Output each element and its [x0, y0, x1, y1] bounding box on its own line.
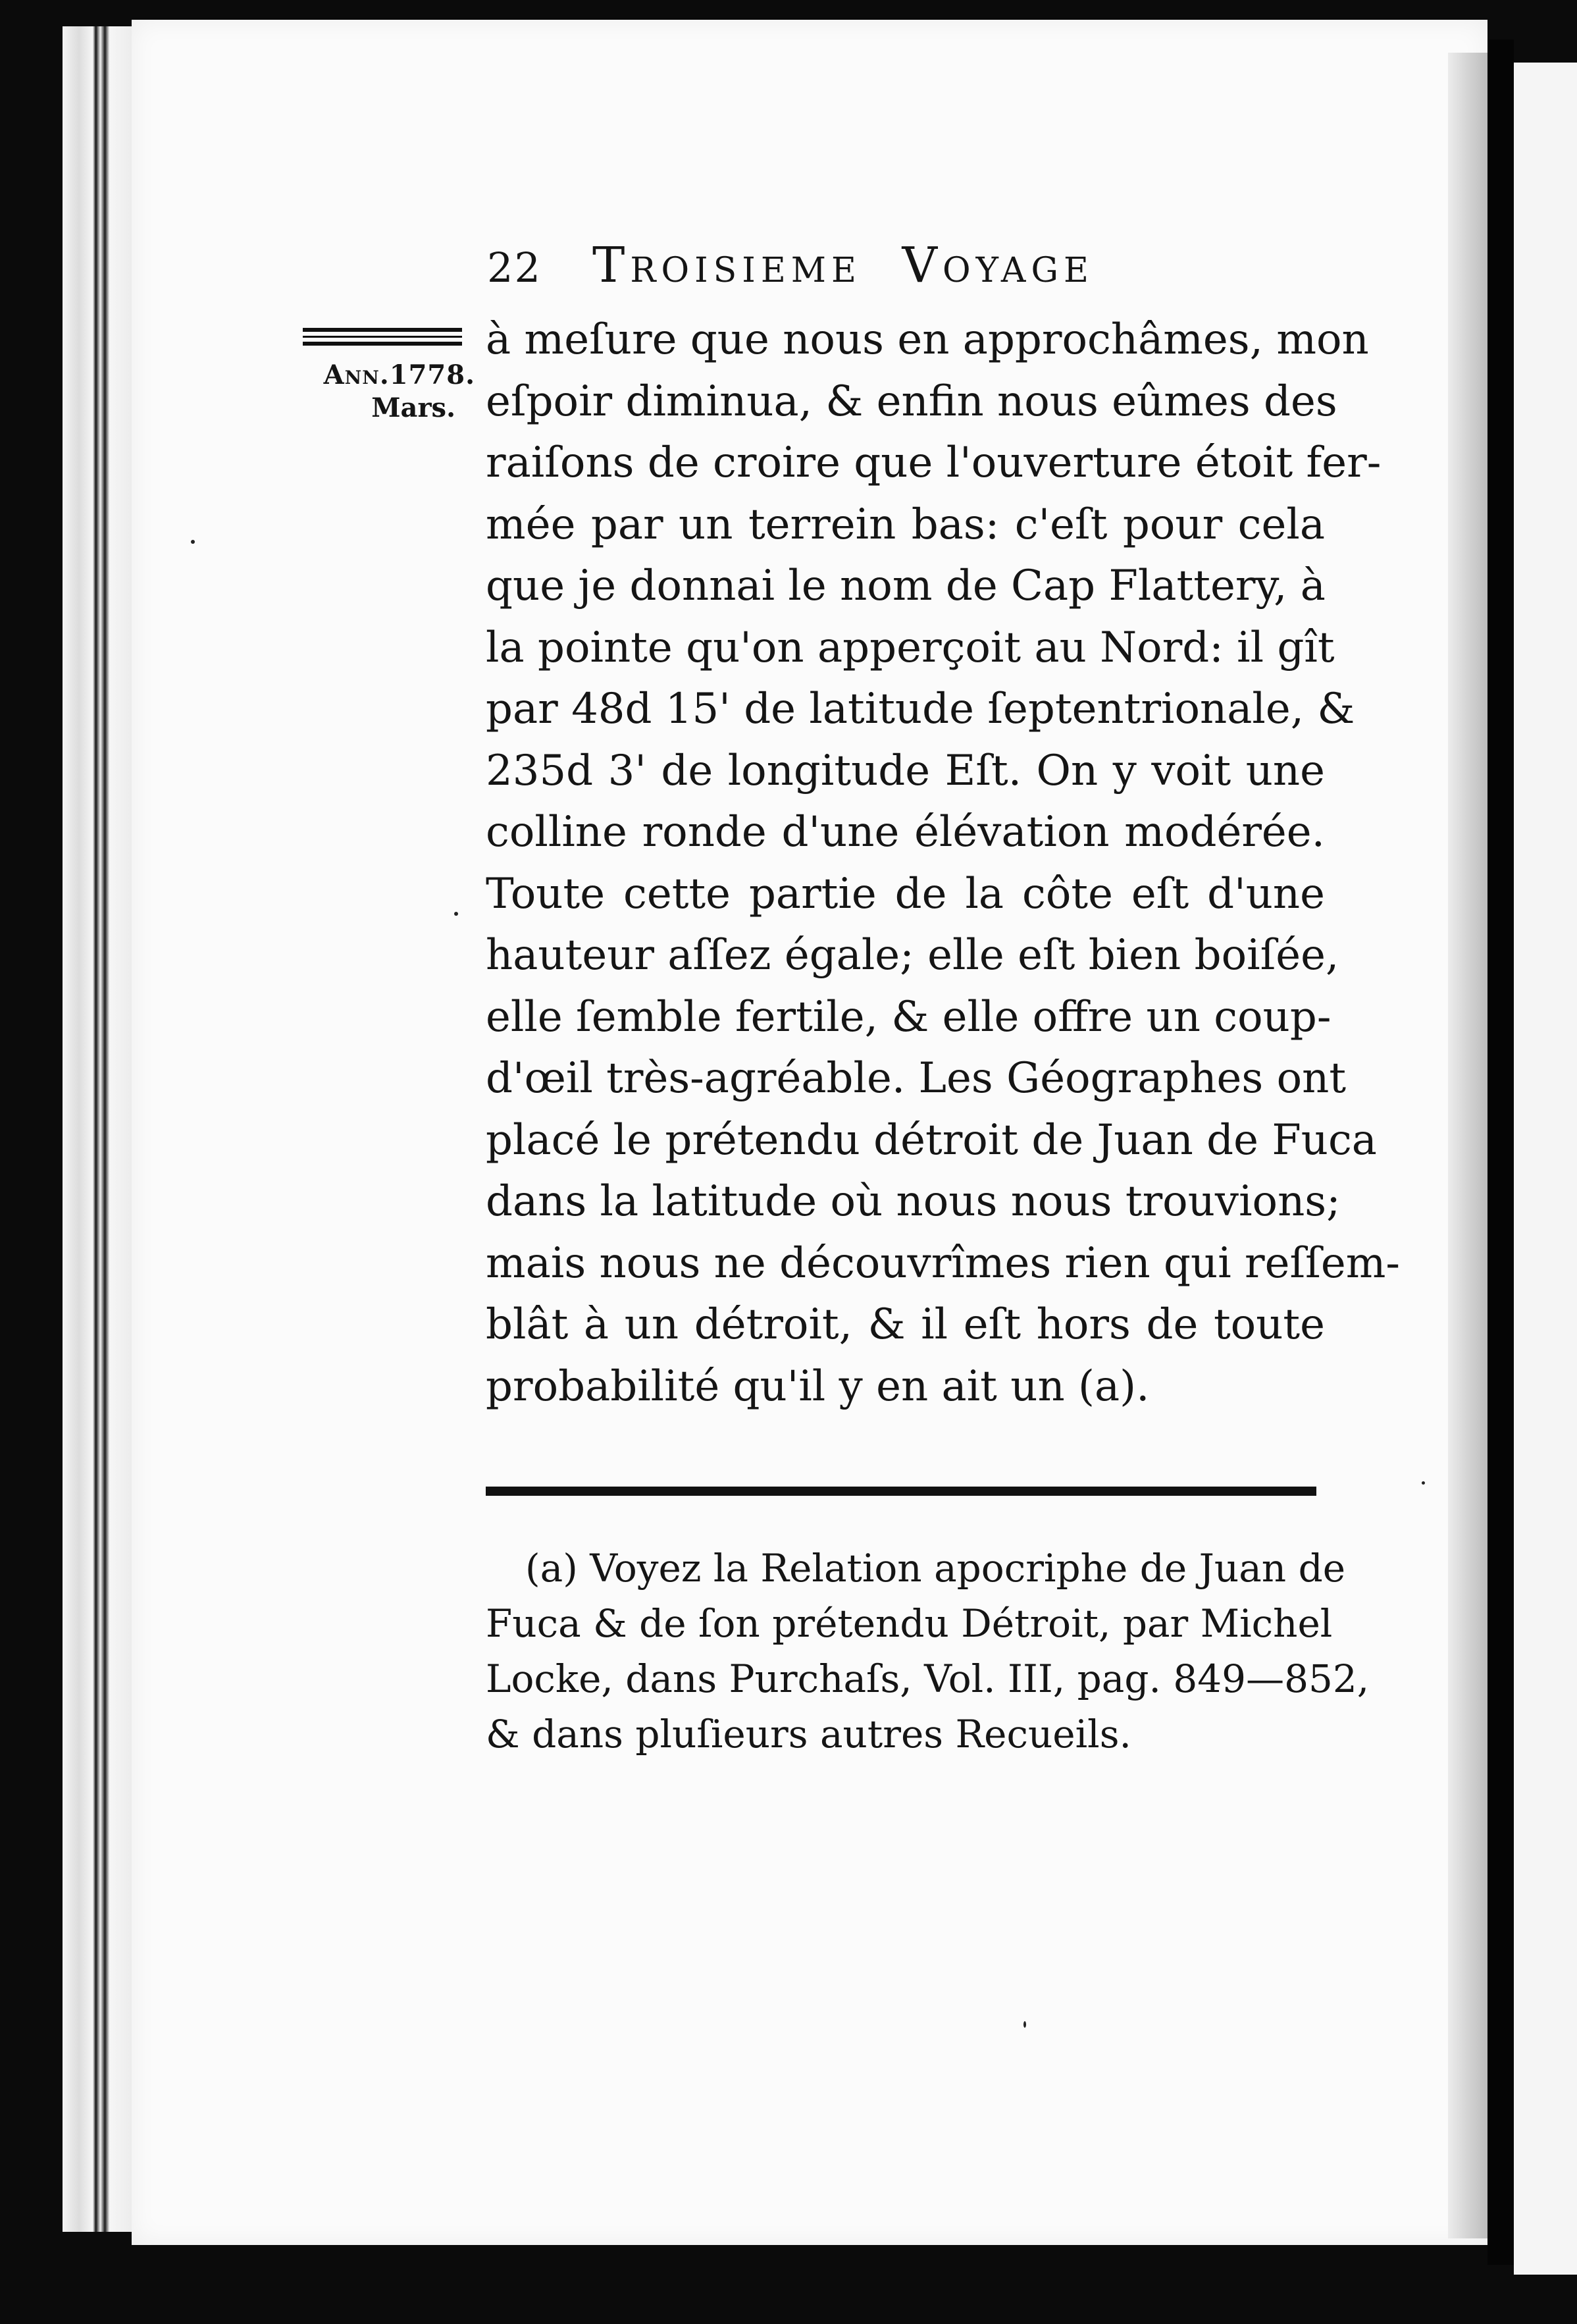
body-line: elle ſemble fertile, & elle offre un coup-	[486, 992, 1331, 1042]
body-line: à meſure que nous en approchâmes, mon	[486, 315, 1369, 364]
page-number: 22	[487, 244, 542, 292]
body-line: colline ronde d'une élévation modérée.	[486, 808, 1325, 857]
body-line: dans la latitude où nous nous trouvions;	[486, 1177, 1341, 1226]
footnote-line: & dans pluſieurs autres Recueils.	[486, 1712, 1131, 1756]
footnote	[486, 1541, 1370, 1762]
body-line: mais nous ne découvrîmes rien qui reſſem-	[486, 1238, 1401, 1288]
body-line: placé le prétendu détroit de Juan de Fuca	[486, 1115, 1377, 1165]
ink-speck	[1023, 2021, 1026, 2028]
footnote-line: Fuca & de ſon prétendu Détroit, par Michel	[486, 1601, 1333, 1646]
body-line: d'œil très-agréable. Les Géographes ont	[486, 1054, 1347, 1103]
body-line: eſpoir diminua, & enfin nous eûmes des	[486, 377, 1337, 426]
margin-rule	[303, 328, 462, 350]
book-gutter	[1487, 40, 1514, 2265]
footnote-rule	[486, 1487, 1316, 1496]
body-text	[486, 309, 1401, 1417]
body-line: blât à un détroit, & il eſt hors de toute	[486, 1300, 1325, 1349]
body-line: hauteur aſſez égale; elle eſt bien boiſée,	[486, 931, 1339, 980]
margin-note	[297, 359, 475, 425]
body-line: la pointe qu'on apperçoit au Nord: il gît	[486, 623, 1335, 672]
footnote-line: (a) Voyez la Relation apocriphe de Juan de	[525, 1546, 1346, 1591]
facing-page-edge	[1514, 63, 1577, 2275]
body-line: probabilité qu'il y en ait un (a).	[486, 1361, 1150, 1411]
body-line: raiſons de croire que l'ouverture étoit fer-	[486, 438, 1382, 487]
footnote-line: Locke, dans Purchaſs, Vol. III, pag. 849—852,	[486, 1656, 1370, 1701]
body-line: 235d 3' de longitude Eſt. On y voit une	[486, 746, 1325, 795]
body-line: Toute cette partie de la côte eſt d'une	[486, 869, 1325, 918]
page-header	[487, 237, 1237, 309]
margin-year: Ann.1778.	[323, 359, 475, 390]
body-line: que je donnai le nom de Cap Flattery, à	[486, 562, 1326, 610]
body-line: mée par un terrein bas: c'eſt pour cela	[486, 500, 1325, 549]
ink-speck	[454, 912, 458, 916]
ink-speck	[191, 540, 195, 544]
margin-month: Mars.	[371, 392, 455, 423]
book-page-edges	[63, 26, 138, 2232]
page-fold-shadow	[1448, 53, 1487, 2238]
ink-speck	[1422, 1481, 1425, 1485]
running-title: Troisieme Voyage	[592, 237, 1094, 294]
body-line: par 48d 15' de latitude ſeptentrionale, &	[486, 685, 1355, 733]
